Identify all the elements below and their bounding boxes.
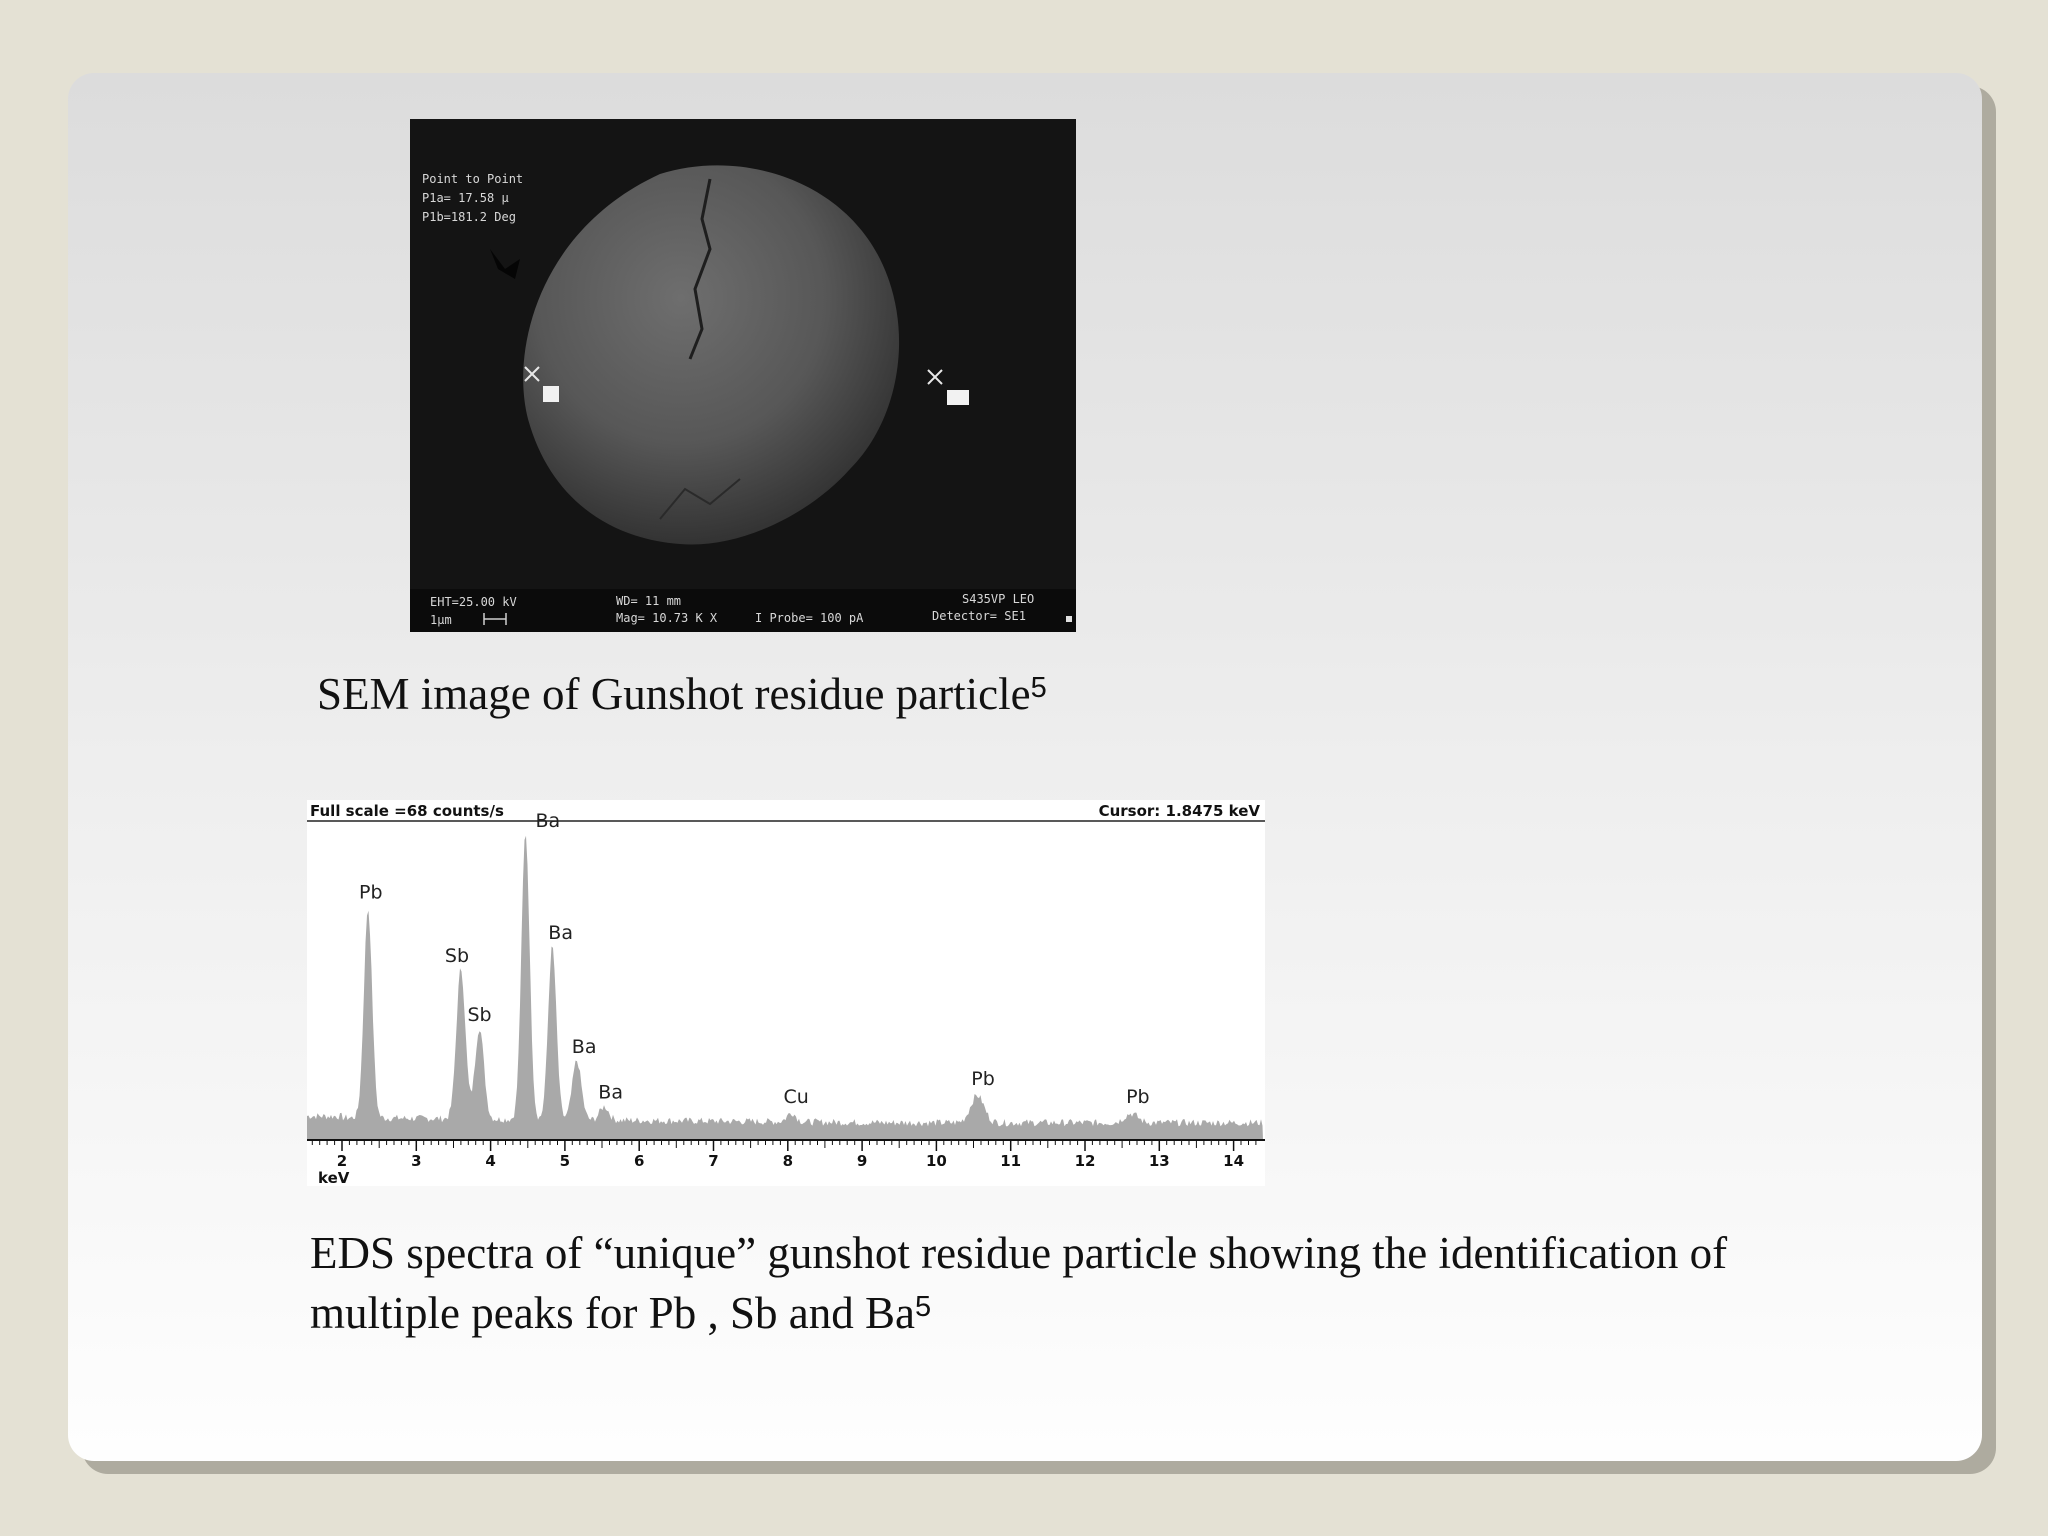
eds-spectrum-chart <box>307 800 1265 1186</box>
eds-x-tick-label: 13 <box>1148 1152 1170 1170</box>
sem-caption-ref: 5 <box>1030 672 1047 704</box>
eds-header-left: Full scale =68 counts/s <box>310 802 504 820</box>
sem-overlay-line-1: Point to Point <box>422 172 524 186</box>
eds-peak-label-pb: Pb <box>359 881 383 904</box>
sem-probe: I Probe= 100 pA <box>755 611 864 625</box>
eds-caption-ref: 5 <box>914 1291 932 1323</box>
sem-scale-label: 1µm <box>430 613 452 627</box>
sem-instrument: S435VP LEO <box>962 592 1035 606</box>
sem-micrograph <box>410 119 1076 632</box>
sem-overlay-line-3: P1b=181.2 Deg <box>422 210 516 224</box>
eds-peak-label-sb: Sb <box>467 1004 492 1027</box>
eds-peak-label-ba: Ba <box>535 810 561 833</box>
eds-peak-label-ba: Ba <box>548 922 573 945</box>
eds-x-tick-label: 9 <box>856 1152 868 1170</box>
eds-caption-text: EDS spectra of “unique” gunshot residue particle showing the identification of multiple peaks for Pb , Sb and Ba <box>310 1228 1728 1338</box>
eds-peak-label-pb: Pb <box>971 1068 995 1090</box>
eds-caption <box>310 1223 1760 1343</box>
eds-peak-label-ba: Ba <box>571 1036 597 1059</box>
eds-xlabel: keV <box>318 1169 350 1186</box>
eds-x-tick-label: 10 <box>925 1152 947 1170</box>
sem-detector: Detector= SE1 <box>932 609 1026 623</box>
eds-x-tick-label: 7 <box>708 1152 719 1170</box>
eds-x-tick-label: 14 <box>1223 1152 1245 1170</box>
sem-caption <box>317 664 1047 724</box>
eds-x-tick-label: 8 <box>782 1152 794 1170</box>
sem-wd: WD= 11 mm <box>616 594 682 608</box>
eds-x-tick-label: 3 <box>411 1152 422 1170</box>
eds-peak-label-ba: Ba <box>598 1081 623 1104</box>
eds-x-tick-label: 12 <box>1074 1152 1096 1170</box>
sem-caption-text: SEM image of Gunshot residue particle <box>317 669 1031 719</box>
eds-x-tick-label: 4 <box>485 1152 496 1170</box>
sem-overlay-line-2: P1a= 17.58 µ <box>422 191 509 205</box>
eds-x-tick-label: 5 <box>559 1152 571 1170</box>
eds-x-tick-label: 2 <box>336 1152 348 1170</box>
eds-peak-label-cu: Cu <box>783 1086 809 1109</box>
sem-eht: EHT=25.00 kV <box>430 595 517 609</box>
eds-peak-label-pb: Pb <box>1126 1086 1150 1109</box>
sem-mag: Mag= 10.73 K X <box>616 611 718 625</box>
eds-x-tick-label: 11 <box>1000 1152 1022 1170</box>
eds-x-tick-label: 6 <box>633 1152 645 1170</box>
eds-peak-label-sb: Sb <box>444 944 470 967</box>
eds-header-right: Cursor: 1.8475 keV <box>1098 802 1260 820</box>
